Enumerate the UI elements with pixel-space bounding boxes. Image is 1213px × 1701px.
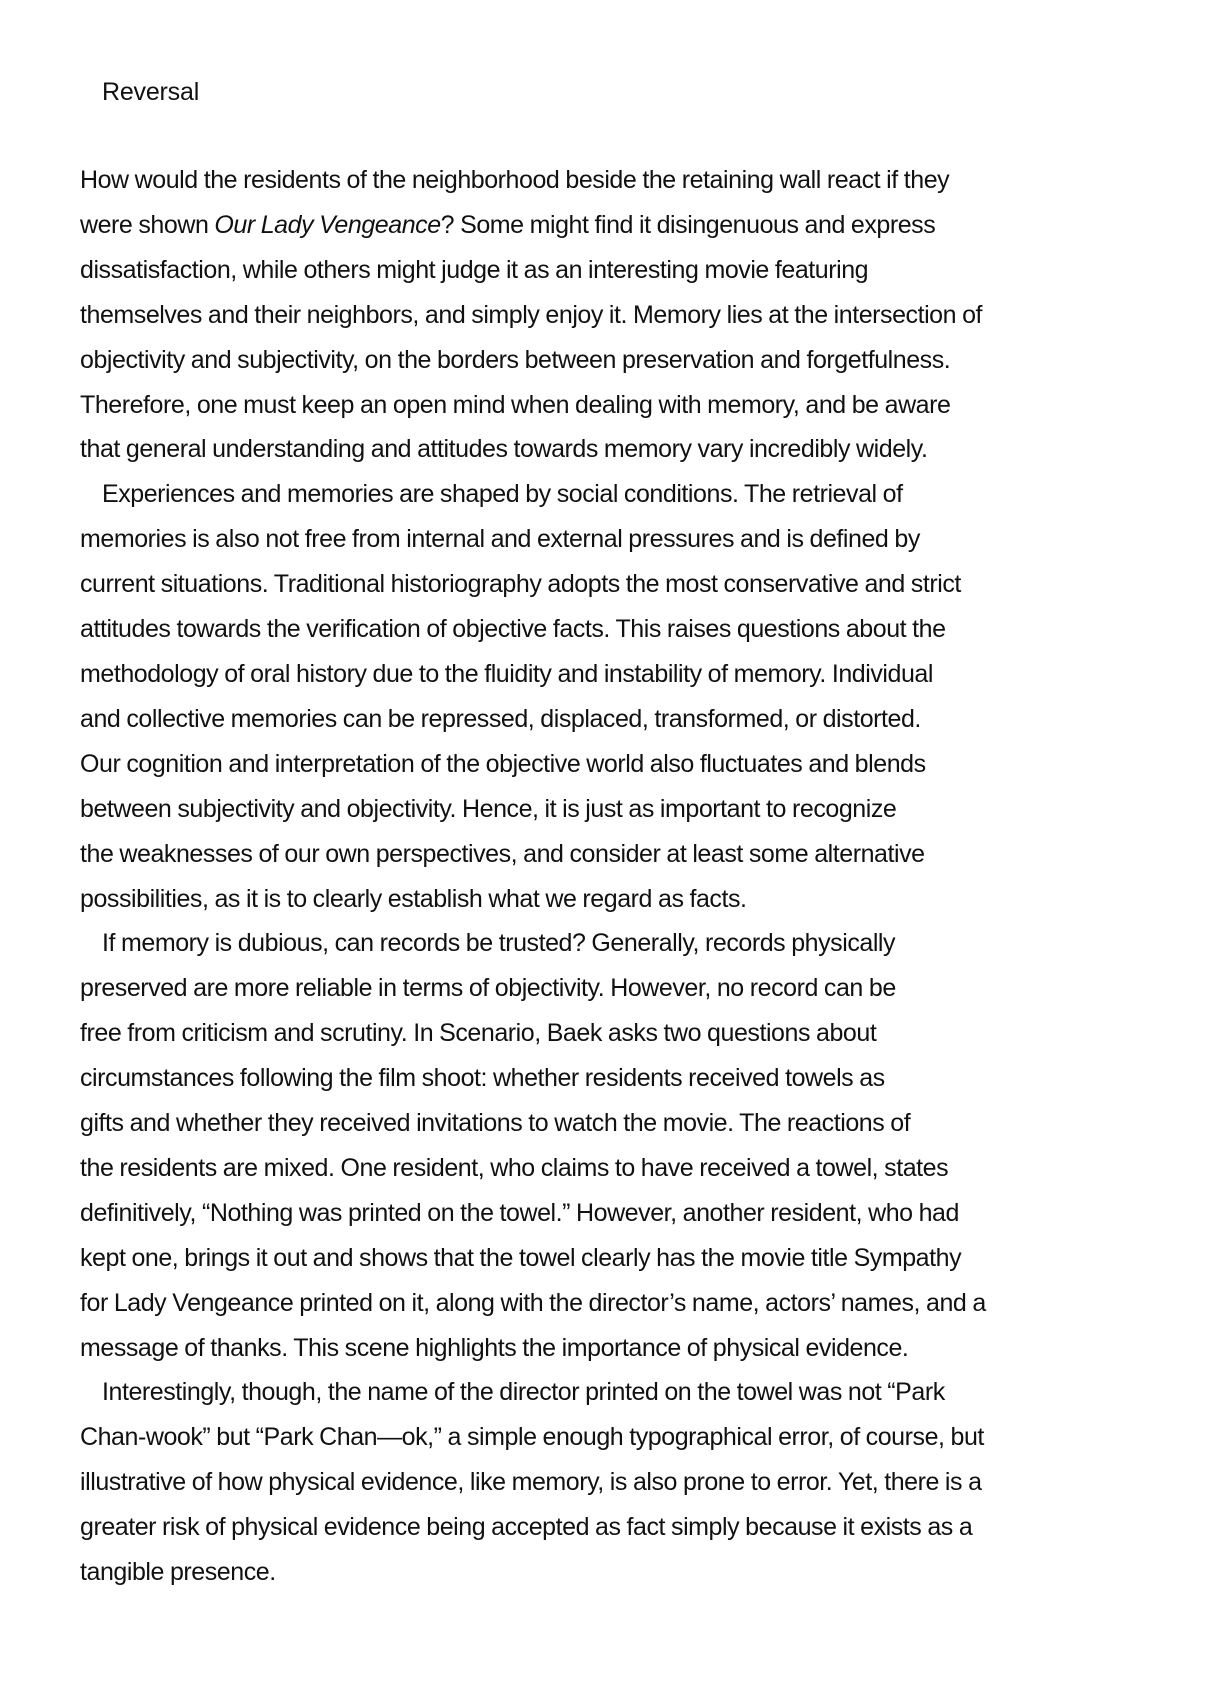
- text-line: and collective memories can be repressed, displaced, transformed, or distorted.: [80, 704, 921, 733]
- text-line: methodology of oral history due to the fluidity and instability of memory. Individual: [80, 659, 933, 688]
- text-line: greater risk of physical evidence being accepted as fact simply because it exists as a: [80, 1513, 973, 1542]
- text-line: dissatisfaction, while others might judge it as an interesting movie featuring: [80, 255, 869, 284]
- text-line: kept one, brings it out and shows that the towel clearly has the movie title Sympathy: [80, 1243, 962, 1272]
- text-line: possibilities, as it is to clearly establish what we regard as facts.: [80, 884, 747, 913]
- text-line: Therefore, one must keep an open mind when dealing with memory, and be aware: [80, 390, 951, 419]
- text-line: that general understanding and attitudes towards memory vary incredibly widely.: [80, 435, 928, 464]
- text-line: circumstances following the film shoot: whether residents received towels as: [80, 1064, 885, 1093]
- text-line: between subjectivity and objectivity. Hence, it is just as important to recognize: [80, 794, 897, 823]
- text-line: current situations. Traditional historiography adopts the most conservative and strict: [80, 570, 961, 599]
- text-line: How would the residents of the neighborhood beside the retaining wall react if they: [80, 166, 950, 194]
- text-line: themselves and their neighbors, and simply enjoy it. Memory lies at the intersection of: [80, 300, 983, 329]
- body-text: [80, 158, 1155, 1595]
- text-line: definitively, “Nothing was printed on the towel.” However, another resident, who had: [80, 1198, 959, 1227]
- text-segment: were shown: [80, 210, 215, 239]
- text-line: Our cognition and interpretation of the objective world also fluctuates and blends: [80, 749, 926, 778]
- text-line: objectivity and subjectivity, on the borders between preservation and forgetfulness.: [80, 345, 951, 374]
- italic-title: Our Lady Vengeance: [214, 210, 441, 239]
- section-heading: Reversal: [102, 78, 200, 106]
- text-line: message of thanks. This scene highlights the importance of physical evidence.: [80, 1333, 909, 1362]
- document-page: [80, 70, 1155, 1595]
- text-line: Interestingly, though, the name of the director printed on the towel was not “Park: [102, 1378, 945, 1407]
- text-line: attitudes towards the verification of objective facts. This raises questions about the: [80, 615, 946, 644]
- text-line: gifts and whether they received invitations to watch the movie. The reactions of: [80, 1109, 911, 1138]
- text-line: illustrative of how physical evidence, like memory, is also prone to error. Yet, there is a: [80, 1468, 982, 1497]
- text-line: preserved are more reliable in terms of objectivity. However, no record can be: [80, 974, 896, 1003]
- text-line: Experiences and memories are shaped by social conditions. The retrieval of: [102, 480, 903, 509]
- text-line: for Lady Vengeance printed on it, along with the director’s name, actors’ names, and a: [80, 1288, 986, 1317]
- text-line: Chan-wook” but “Park Chan—ok,” a simple enough typographical error, of course, but: [80, 1423, 984, 1452]
- text-line: memories is also not free from internal and external pressures and is defined by: [80, 525, 920, 554]
- text-segment: ? Some might find it disingenuous and express: [440, 210, 936, 239]
- text-line: the residents are mixed. One resident, who claims to have received a towel, states: [80, 1153, 949, 1182]
- text-line: [80, 203, 1155, 248]
- text-line: the weaknesses of our own perspectives, and consider at least some alternative: [80, 839, 925, 868]
- text-line: tangible presence.: [80, 1558, 276, 1587]
- text-line: free from criticism and scrutiny. In Scenario, Baek asks two questions about: [80, 1019, 877, 1048]
- text-line: If memory is dubious, can records be trusted? Generally, records physically: [102, 929, 896, 958]
